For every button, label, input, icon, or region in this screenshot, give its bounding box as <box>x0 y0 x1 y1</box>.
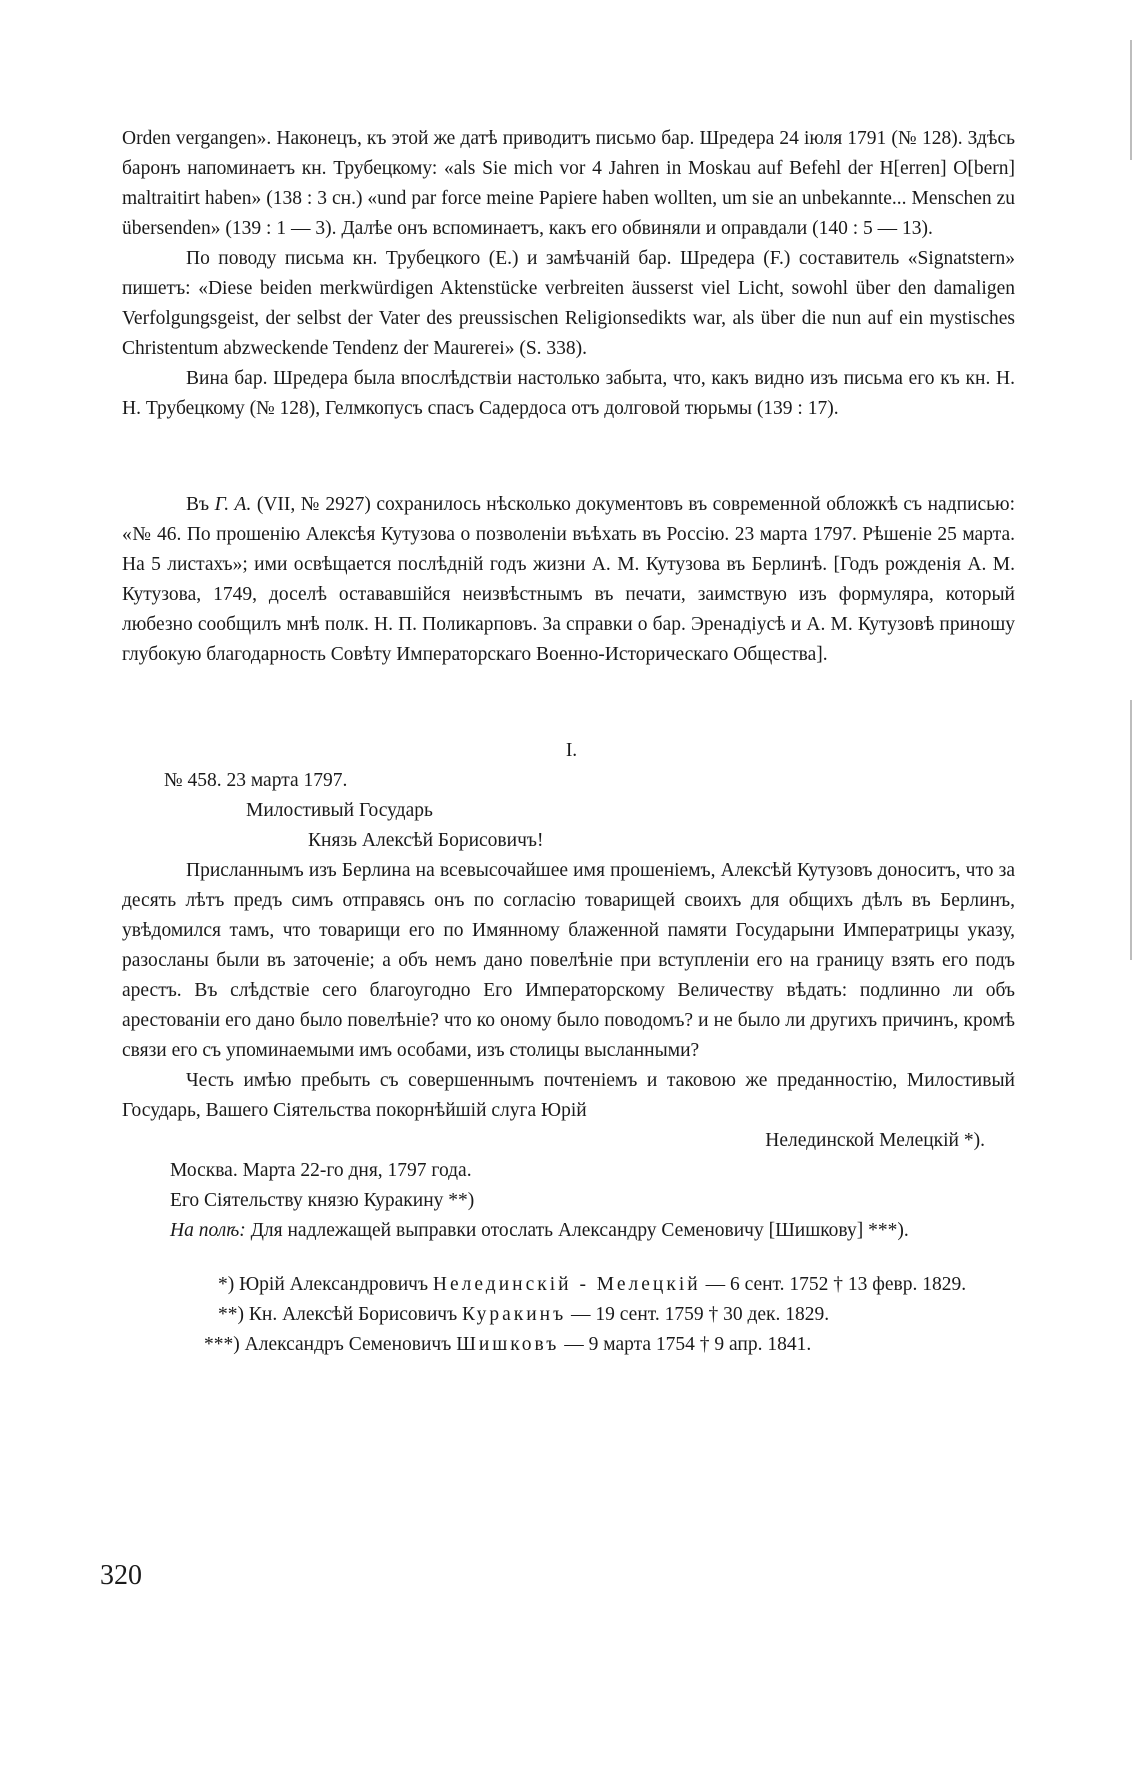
footnote-1-text: Юрій Александровичъ <box>239 1274 429 1295</box>
intro-paragraph-1: Orden vergangen». Наконецъ, къ этой же датѣ приводитъ письмо бар. Шредера 24 іюля 1791 (№ 128). Здѣсь баронъ напоминаетъ кн. Трубецкому: «als Sie mich vor 4 Jahren in Moskau auf Befehl der H[erren] O[bern] maltraitirt haben» (138 : 3 сн.) «und par force meine Papiere haben wollten, um sie an unbekannte... Menschen zu übersenden» (139 : 1 — 3). Далѣе онъ вспоминаетъ, какъ его обвиняли и оправдали (140 : 5 — 13). <box>122 128 1015 239</box>
section-gap <box>122 424 1015 490</box>
source-paragraph <box>122 490 1015 670</box>
footnote-3-name: Шишковъ <box>456 1334 560 1355</box>
footnote-3-text: Александръ Семеновичъ <box>244 1334 452 1355</box>
source-prefix: Въ <box>186 494 210 515</box>
letter-closing: Честь имѣю пребыть съ совершеннымъ почтеніемъ и таковою же преданностію, Милостивый Государь, Вашего Сіятельства покорнѣйшій слуга Юрій <box>122 1070 1015 1121</box>
section-number: I. <box>565 740 578 761</box>
footnote-1 <box>122 1270 1015 1300</box>
section-gap-2 <box>122 670 1015 736</box>
source-archive-abbr: Г. А. <box>214 494 252 515</box>
footnote-1-dates: — 6 сент. 1752 † 13 февр. 1829. <box>705 1274 967 1295</box>
footnote-2 <box>122 1300 1015 1330</box>
document-header: № 458. 23 марта 1797. <box>164 770 348 791</box>
salutation-line-2: Князь Алексѣй Борисовичъ! <box>308 830 544 851</box>
footnote-3-dates: — 9 марта 1754 † 9 апр. 1841. <box>564 1334 812 1355</box>
footnote-3-mark: ***) <box>204 1334 240 1355</box>
footnotes <box>122 1270 1015 1360</box>
scan-edge-mark <box>1130 700 1132 960</box>
footnote-1-mark: *) <box>218 1274 235 1295</box>
footnote-2-text: Кн. Алексѣй Борисовичъ <box>248 1304 458 1325</box>
letter-place-date: Москва. Марта 22-го дня, 1797 года. <box>170 1160 472 1181</box>
margin-note <box>122 1216 1015 1246</box>
salutation-line-1: Милостивый Государь <box>246 800 433 821</box>
intro-paragraph-3: Вина бар. Шредера была впослѣдствіи настолько забыта, что, какъ видно изъ письма его къ кн. Н. Н. Трубецкому (№ 128), Гелмкопусъ спасъ Садердоса отъ долговой тюрьмы (139 : 17). <box>122 368 1015 419</box>
intro-paragraph-2: По поводу письма кн. Трубецкого (E.) и замѣчаній бар. Шредера (F.) составитель «Signatstern» пишетъ: «Diese beiden merkwürdigen Aktenstücke verbreiten äusserst viel Licht, sowohl über den damaligen Verfolgungsgeist, der selbst der Vater des preussischen Religionsedikts war, als über die nun auf ein mystisches Christentum abzweckende Tendenz der Maurerei» (S. 338). <box>122 248 1015 359</box>
letter-addressee: Его Сіятельству князю Куракину **) <box>170 1190 475 1211</box>
letter-signature: Нелединской Мелецкій *). <box>765 1130 985 1151</box>
footnote-1-name: Нелединскій - Мелецкій <box>432 1274 701 1295</box>
margin-note-text: Для надлежащей выправки отослать Александру Семеновичу [Шишкову] ***). <box>250 1220 909 1241</box>
footnote-3 <box>122 1330 1015 1360</box>
page-number: 320 <box>100 1560 142 1591</box>
letter-body: Присланнымъ изъ Берлина на всевысочайшее имя прошеніемъ, Алексѣй Кутузовъ доноситъ, что за десять лѣтъ предъ симъ отправясь онъ по согласію товарищей своихъ для общихъ дѣлъ въ Берлинъ, увѣдомился тамъ, что товарищи его по Имянному блаженной памяти Государыни Императрицы указу, разосланы были въ заточеніе; а объ немъ дано повелѣніе при вступленіи его на границу взять его подъ арестъ. Въ слѣдствіе сего благоугодно Его Императорскому Величеству вѣдать: подлинно ли объ арестованіи его дано было повелѣніе? что ко оному было поводомъ? и не было ли другихъ причинъ, кромѣ связи его съ упоминаемыми имъ особами, изъ столицы высланными? <box>122 860 1015 1061</box>
page-body <box>122 124 1015 1360</box>
footnote-2-dates: — 19 сент. 1759 † 30 дек. 1829. <box>571 1304 830 1325</box>
source-description: (VII, № 2927) сохранилось нѣсколько документовъ въ современной обложкѣ съ надписью: «№ 46. По прошенію Алексѣя Кутузова о позволеніи въѣхать въ Россію. 23 марта 1797. Рѣшеніе 25 марта. На 5 листахъ»; ими освѣщается послѣдній годъ жизни А. М. Кутузова въ Берлинѣ. [Годъ рожденія А. М. Кутузова, 1749, доселѣ остававшійся неизвѣстнымъ въ печати, заимствую изъ формуляра, который любезно сообщилъ мнѣ полк. Н. П. Поликарповъ. За справки о бар. Эренадіусѣ и А. М. Кутузовѣ приношу глубокую благодарность Совѣту Императорскаго Военно-Историческаго Общества]. <box>122 494 1016 665</box>
footnote-2-mark: **) <box>218 1304 244 1325</box>
scan-edge-mark <box>1130 40 1132 160</box>
footnote-2-name: Куракинъ <box>462 1304 567 1325</box>
margin-note-label: На полѣ: <box>170 1220 246 1241</box>
